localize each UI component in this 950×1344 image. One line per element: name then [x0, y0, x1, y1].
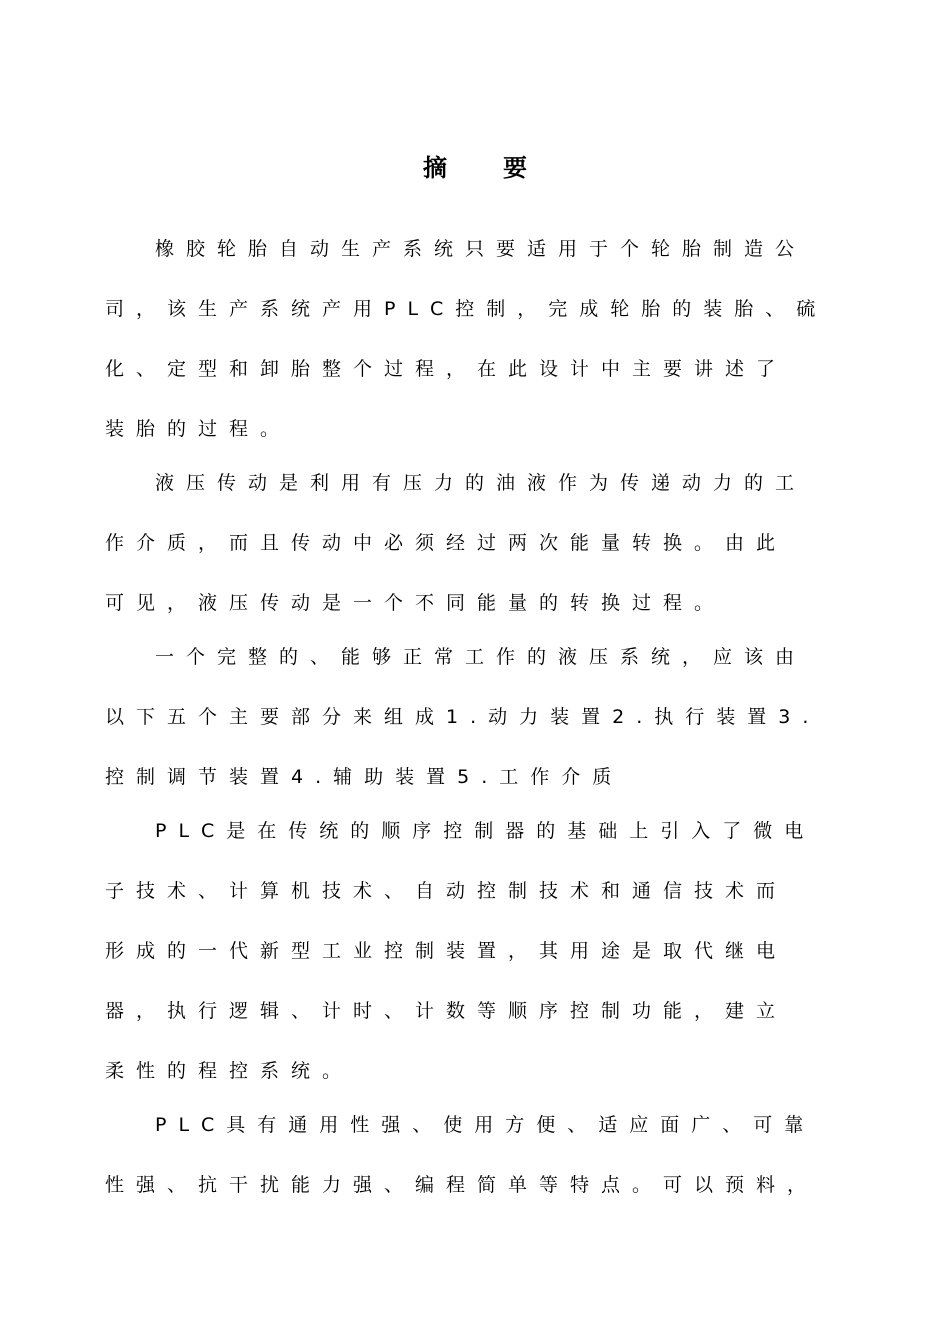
paragraph-5	[105, 1113, 847, 1233]
text-line: 化、定型和卸胎整个过程，在此设计中主要讲述了	[105, 358, 788, 380]
text-line: 形成的一代新型工业控制装置，其用途是取代继电	[105, 940, 788, 962]
text-line: 橡胶轮胎自动生产系统只要适用于个轮胎制造公	[155, 238, 807, 260]
paragraph-4	[105, 819, 847, 1119]
paragraph-2	[105, 471, 847, 651]
text-line: 控制调节装置4.辅助装置5.工作介质	[105, 766, 624, 788]
text-line: 可见，液压传动是一个不同能量的转换过程。	[105, 592, 726, 614]
text-line: 以下五个主要部分来组成1.动力装置2.执行装置3.	[105, 706, 821, 728]
text-line: PLC是在传统的顺序控制器的基础上引入了微电	[155, 820, 816, 842]
paragraph-1	[105, 237, 847, 477]
text-line: 性强、抗干扰能力强、编程简单等特点。可以预料，	[105, 1174, 819, 1196]
text-line: 柔性的程控系统。	[105, 1060, 354, 1082]
text-line: 液压传动是利用有压力的油液作为传递动力的工	[155, 472, 807, 494]
text-line: 司，该生产系统产用PLC控制，完成轮胎的装胎、硫	[105, 298, 828, 320]
text-line: 器，执行逻辑、计时、计数等顺序控制功能，建立	[105, 1000, 788, 1022]
text-line: 子技术、计算机技术、自动控制技术和通信技术而	[105, 880, 788, 902]
text-line: 作介质，而且传动中必须经过两次能量转换。由此	[105, 532, 788, 554]
text-line: 装胎的过程。	[105, 418, 292, 440]
paragraph-3	[105, 645, 847, 825]
text-line: 一个完整的、能够正常工作的液压系统，应该由	[155, 646, 807, 668]
page-title: 摘要	[423, 154, 583, 182]
text-line: PLC具有通用性强、使用方便、适应面广、可靠	[155, 1114, 816, 1136]
